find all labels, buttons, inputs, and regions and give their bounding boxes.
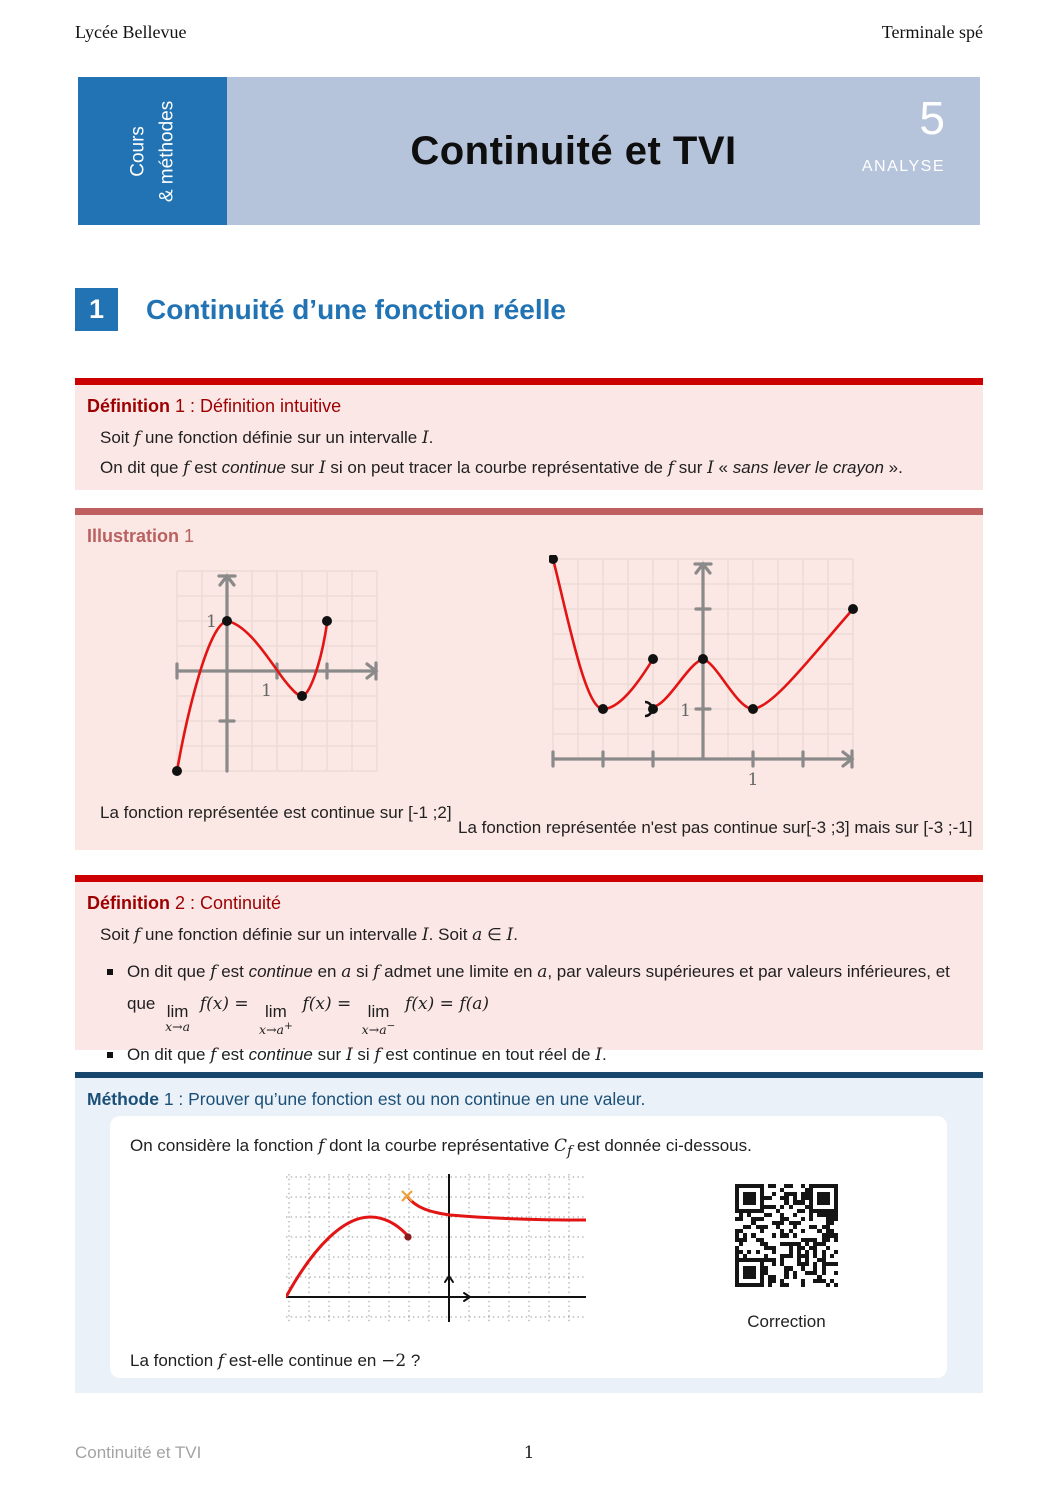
open-endpoint-cross-icon: [402, 1191, 412, 1201]
chapter-category: ANALYSE: [861, 157, 945, 175]
methode-box: [75, 1072, 983, 1393]
axes: [286, 1174, 586, 1322]
definition-1-title: Définition 1 : Définition intuitive: [87, 396, 342, 416]
dotted-grid: [286, 1174, 586, 1322]
header-level: Terminale spé: [881, 22, 983, 42]
square-bullet-icon: [107, 1052, 113, 1058]
right-arrow-icon: [450, 1293, 470, 1301]
qr-code: [735, 1184, 838, 1287]
section-title: Continuité d’une fonction réelle: [146, 293, 566, 325]
methode-intro: On considère la fonction f dont la courbe représentative $C_f$ est donnée ci-dessous.: [130, 1136, 752, 1160]
caption-right-graph: La fonction représentée n'est pas continue sur[-3 ;3] mais sur [-3 ;-1]: [458, 818, 973, 837]
methode-title: Méthode 1 : Prouver qu’une fonction est ou non continue en une valeur.: [87, 1089, 646, 1109]
definition-1-box: [75, 378, 983, 490]
function-curves: [286, 1196, 586, 1297]
limit-formula: que lim x→a f(x) = lim x→a+ f(x) = lim x→a− f(x) = f(a): [127, 994, 490, 1038]
section-heading: [75, 288, 566, 331]
definition-2-bullet-2: On dit que f est continue sur I si f est continue en tout réel de I.: [75, 1041, 983, 1069]
definition-2-intro: Soit f une fonction définie sur un intervalle I. Soit a ∈ I.: [100, 925, 518, 945]
continuous-function-graph: [171, 565, 385, 781]
page-header: [75, 22, 983, 43]
definition-1-top-bar: [75, 378, 983, 385]
banner-side-tab: [78, 77, 227, 225]
header-school: Lycée Bellevue: [75, 22, 187, 42]
exercise-function-graph: [286, 1174, 588, 1324]
square-bullet-icon: [107, 969, 113, 975]
discontinuous-function-graph: [549, 555, 861, 789]
banner-tab-label: Cours & méthodes: [127, 100, 178, 202]
definition-1-line-2: On dit que f est continue sur I si on peut tracer la courbe représentative de f sur I « sans lever le crayon ».: [100, 458, 903, 478]
up-arrow-icon: [445, 1276, 453, 1296]
illustration-top-bar: [75, 508, 983, 515]
definition-2-top-bar: [75, 875, 983, 882]
banner-main: [227, 77, 980, 225]
closed-endpoint: [404, 1233, 411, 1240]
axes: [553, 564, 852, 767]
footer-chapter-title: Continuité et TVI: [75, 1443, 202, 1462]
curve-branch-right: [407, 1196, 586, 1220]
banner-meta: [862, 93, 945, 176]
methode-example-card: [110, 1116, 947, 1378]
section-number-badge: 1: [75, 288, 118, 331]
definition-2-bullet-1: On dit que f est continue en a si f admet une limite en a, par valeurs supérieures et par valeurs inférieures, et que lim x→a f(x) = lim x→a+ f(x) = lim x→a− f(x) = f(a): [75, 958, 983, 1039]
y-tick-label: 1: [680, 701, 691, 721]
illustration-title: Illustration 1: [87, 526, 195, 546]
definition-1-line-1: Soit f une fonction définie sur un intervalle I.: [100, 428, 434, 448]
definition-2-title: Définition 2 : Continuité: [87, 893, 282, 913]
chapter-number: 5: [919, 92, 945, 144]
chapter-title: Continuité et TVI: [410, 128, 737, 173]
footer-page-number: 1: [523, 1443, 535, 1463]
qr-caption: Correction: [747, 1312, 826, 1331]
x-tick-label: 1: [747, 770, 759, 789]
chapter-banner: [78, 77, 980, 225]
y-tick-label: 1: [206, 612, 217, 632]
caption-left-graph: La fonction représentée est continue sur [-1 ;2]: [100, 803, 452, 822]
definition-2-box: [75, 875, 983, 1065]
illustration-box: [75, 508, 983, 850]
x-tick-label: 1: [261, 681, 272, 701]
methode-question: La fonction f est-elle continue en −2 ?: [130, 1351, 421, 1371]
